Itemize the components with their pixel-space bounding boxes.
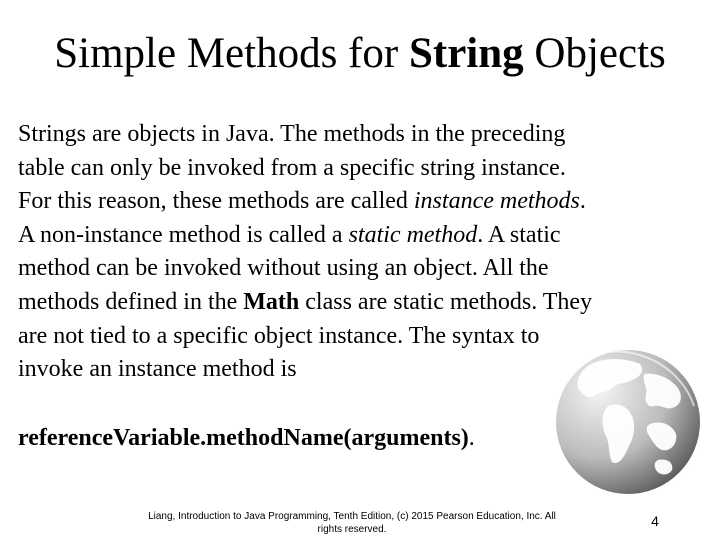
body-line-3 [18,185,698,219]
syntax-code: referenceVariable.methodName(arguments) [18,425,469,451]
footer-line-2: rights reserved. [317,524,387,535]
footer-copyright [140,510,564,536]
title-text-end: Objects [523,30,666,77]
syntax-example [18,421,475,455]
body-line-6 [18,286,698,320]
body-line-1: Strings are objects in Java. The methods in the preceding [18,121,566,147]
body-line-6-end: class are static methods. They [299,288,593,315]
globe-icon [548,344,706,502]
body-line-8: invoke an instance method is [18,356,297,383]
body-line-5: method can be invoked without using an object. All the [18,255,549,282]
title-bold-string: String [408,30,524,77]
body-line-4-start: A non-instance method is called a [18,221,349,248]
title-text: Simple Methods for [54,30,409,77]
body-line-7: are not tied to a specific object instance. The syntax to [18,322,540,349]
page-number: 4 [651,513,659,529]
term-instance-methods: instance methods [413,188,580,215]
body-line-2: table can only be invoked from a specific string instance. [18,154,566,181]
syntax-period: . [468,425,475,451]
term-math: Math [243,288,300,315]
body-line-4 [18,219,698,253]
slide-title [0,28,720,80]
body-line-3-start: For this reason, these methods are called [18,188,414,215]
footer-line-1: Liang, Introduction to Java Programming, Tenth Edition, (c) 2015 Pearson Education, Inc. All [148,511,556,522]
term-static-method: static method [348,221,478,248]
body-line-4-end: . A static [477,221,561,248]
body-line-6-start: methods defined in the [18,288,244,315]
body-line-3-end: . [579,188,586,215]
